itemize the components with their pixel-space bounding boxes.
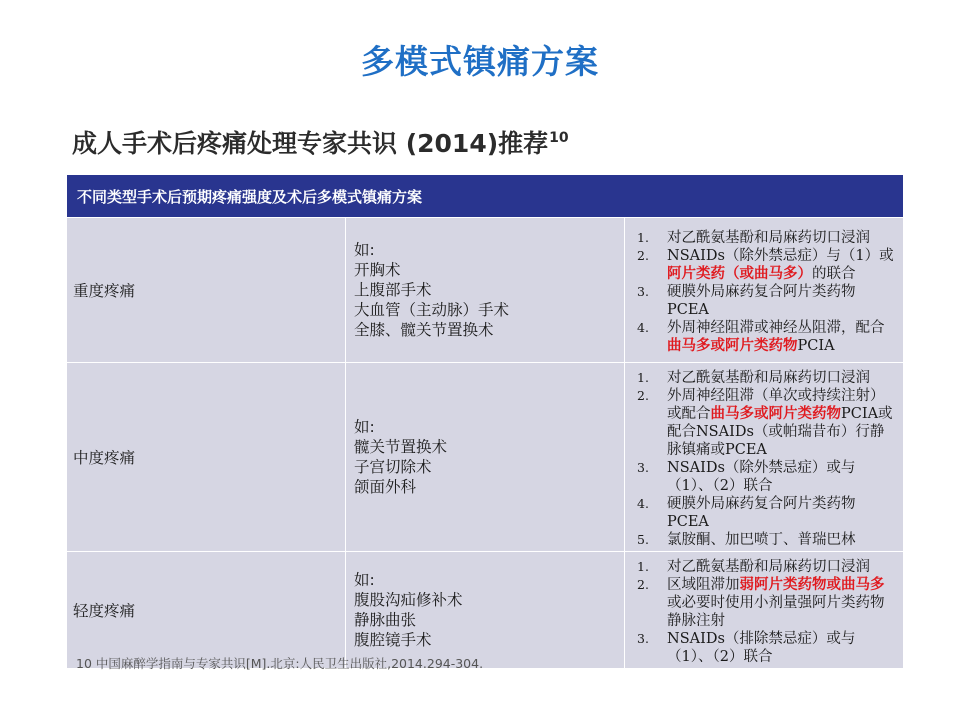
measure-item [631, 283, 897, 319]
surgery-item: 如: [354, 418, 375, 436]
measure-item [631, 387, 897, 459]
surgery-list [354, 570, 620, 650]
surgery-list [354, 240, 620, 340]
measure-number: 2. [637, 388, 649, 403]
measure-item [631, 247, 897, 283]
surgery-item: 腹股沟疝修补术 [354, 591, 463, 609]
measure-text: 对乙酰氨基酚和局麻药切口浸润 [667, 370, 870, 386]
measure-number: 4. [637, 320, 649, 335]
measure-number: 3. [637, 460, 649, 475]
measure-text: 硬膜外局麻药复合阿片类药物PCEA [667, 496, 856, 530]
surgery-item: 子宫切除术 [354, 458, 432, 476]
measure-number: 5. [637, 532, 649, 547]
measure-item [631, 630, 897, 666]
measure-text: 硬膜外局麻药复合阿片类药物PCEA [667, 284, 856, 318]
measures-cell [625, 363, 904, 552]
measures-list [631, 558, 897, 666]
footnote: 10 中国麻醉学指南与专家共识[M].北京:人民卫生出版社,2014.294-304. [76, 656, 484, 671]
measures-cell [625, 218, 904, 363]
measure-text: 外周神经阻滞或神经丛阻滞，配合 [667, 320, 885, 336]
measure-number: 1. [637, 559, 649, 574]
surgery-item: 髋关节置换术 [354, 438, 448, 456]
measure-text: PCIA [797, 338, 835, 354]
surgery-item: 上腹部手术 [354, 281, 432, 299]
measure-item [631, 558, 897, 576]
measures-list [631, 369, 897, 549]
measure-text: NSAIDs（除外禁忌症）与（1）或 [667, 248, 894, 264]
surgery-item: 大血管（主动脉）手术 [354, 301, 510, 319]
measure-item [631, 576, 897, 630]
surgery-cell [346, 218, 625, 363]
slide-title: 多模式镇痛方案 [361, 42, 599, 81]
measure-number: 3. [637, 631, 649, 646]
highlighted-drug-text: 弱阿片类药物或曲马多 [739, 577, 885, 593]
highlighted-drug-text: 阿片类药（或曲马多） [667, 266, 812, 282]
surgery-item: 腹腔镜手术 [354, 631, 432, 649]
measure-item [631, 495, 897, 531]
surgery-item: 静脉曲张 [354, 611, 417, 629]
measure-item [631, 229, 897, 247]
surgery-item: 全膝、髋关节置换术 [354, 321, 494, 339]
measure-number: 2. [637, 577, 649, 592]
slide-subtitle [72, 124, 569, 160]
pain-level-cell: 中度疼痛 [67, 363, 346, 552]
measures-list [631, 229, 897, 355]
measure-item [631, 531, 897, 549]
table-row [67, 552, 904, 669]
surgery-cell [346, 552, 625, 669]
measure-item [631, 459, 897, 495]
measure-text: 区域阻滞加 [667, 577, 740, 593]
measure-item [631, 319, 897, 355]
highlighted-drug-text: 曲马多或阿片类药物 [667, 338, 798, 354]
surgery-list [354, 417, 620, 497]
surgery-cell [346, 363, 625, 552]
subtitle-reference: 10 [549, 130, 569, 146]
measure-item [631, 369, 897, 387]
highlighted-drug-text: 曲马多或阿片类药物 [710, 406, 841, 422]
table-row [67, 218, 904, 363]
pain-level-cell: 轻度疼痛 [67, 552, 346, 669]
measure-text: 对乙酰氨基酚和局麻药切口浸润 [667, 559, 870, 575]
measures-cell [625, 552, 904, 669]
measure-number: 1. [637, 230, 649, 245]
measure-text: 对乙酰氨基酚和局麻药切口浸润 [667, 230, 870, 246]
measure-number: 2. [637, 248, 649, 263]
analgesia-plan-table [66, 174, 904, 669]
table-row [67, 363, 904, 552]
measure-text: 的联合 [812, 266, 856, 282]
measure-text: NSAIDs（除外禁忌症）或与（1）、（2）联合 [667, 460, 856, 494]
measure-text: 氯胺酮、加巴喷丁、普瑞巴林 [667, 532, 856, 548]
measure-number: 3. [637, 284, 649, 299]
measure-text: 外周神经阻滞（单次或持续注射）或配合 [667, 388, 885, 422]
table-header-row [67, 175, 904, 218]
surgery-item: 开胸术 [354, 261, 401, 279]
table-header: 不同类型手术后预期疼痛强度及术后多模式镇痛方案 [67, 175, 904, 218]
measure-text: NSAIDs（排除禁忌症）或与（1）、（2）联合 [667, 631, 856, 665]
measure-text: PCIA或配合NSAIDs（或帕瑞昔布）行静脉镇痛或PCEA [667, 406, 893, 458]
measure-text: 或必要时使用小剂量强阿片类药物静脉注射 [667, 595, 885, 629]
pain-level-cell: 重度疼痛 [67, 218, 346, 363]
subtitle-text: 成人手术后疼痛处理专家共识 (2014)推荐 [72, 129, 549, 158]
surgery-item: 如: [354, 241, 375, 259]
surgery-item: 如: [354, 571, 375, 589]
measure-number: 4. [637, 496, 649, 511]
surgery-item: 颌面外科 [354, 478, 417, 496]
measure-number: 1. [637, 370, 649, 385]
